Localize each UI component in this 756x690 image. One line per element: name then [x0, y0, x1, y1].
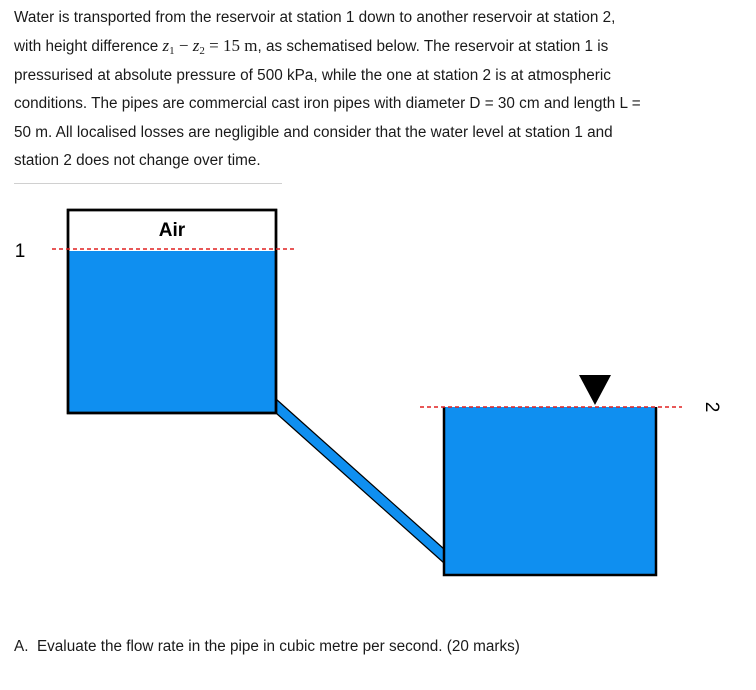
connecting-pipe	[276, 399, 444, 563]
pipe-lower-wall	[276, 413, 444, 563]
reservoir-1-water	[68, 251, 276, 413]
statement-line-4: conditions. The pipes are commercial cast iron pipes with diameter D = 30 cm and length L =	[14, 95, 641, 113]
divider-rule	[14, 183, 282, 184]
question-a	[14, 638, 520, 656]
eq-z1: z	[162, 36, 170, 56]
statement-line-6: station 2 does not change over time.	[14, 152, 261, 170]
eq-z2: z	[192, 36, 200, 56]
statement-line-3: pressurised at absolute pressure of 500 kPa, while the one at station 2 is at atmospheric	[14, 66, 611, 84]
station-2-label: 2	[700, 401, 722, 413]
question-label: A.	[14, 638, 29, 655]
station-1-label: 1	[14, 241, 26, 262]
eq-sub-1: 1	[169, 45, 175, 58]
problem-statement	[14, 4, 744, 175]
eq-sub-2: 2	[199, 45, 205, 58]
statement-line-2-end: , as schematised below. The reservoir at station 1 is	[257, 38, 609, 56]
statement-line-5: 50 m. All localised losses are negligible and consider that the water level at station 1 and	[14, 123, 613, 141]
air-label: Air	[158, 220, 186, 241]
statement-line-2-start: with height difference	[14, 38, 163, 56]
reservoir-2-water	[444, 407, 656, 575]
height-difference-equation	[162, 36, 258, 58]
down-triangle-icon	[579, 375, 611, 405]
eq-minus: −	[174, 36, 193, 56]
reservoir-schematic	[0, 185, 756, 585]
statement-line-1: Water is transported from the reservoir at station 1 down to another reservoir at station 2,	[14, 9, 616, 26]
pipe-upper-wall	[276, 399, 444, 549]
eq-rhs: = 15 m	[204, 36, 258, 56]
question-text: Evaluate the flow rate in the pipe in cubic metre per second. (20 marks)	[36, 638, 520, 655]
